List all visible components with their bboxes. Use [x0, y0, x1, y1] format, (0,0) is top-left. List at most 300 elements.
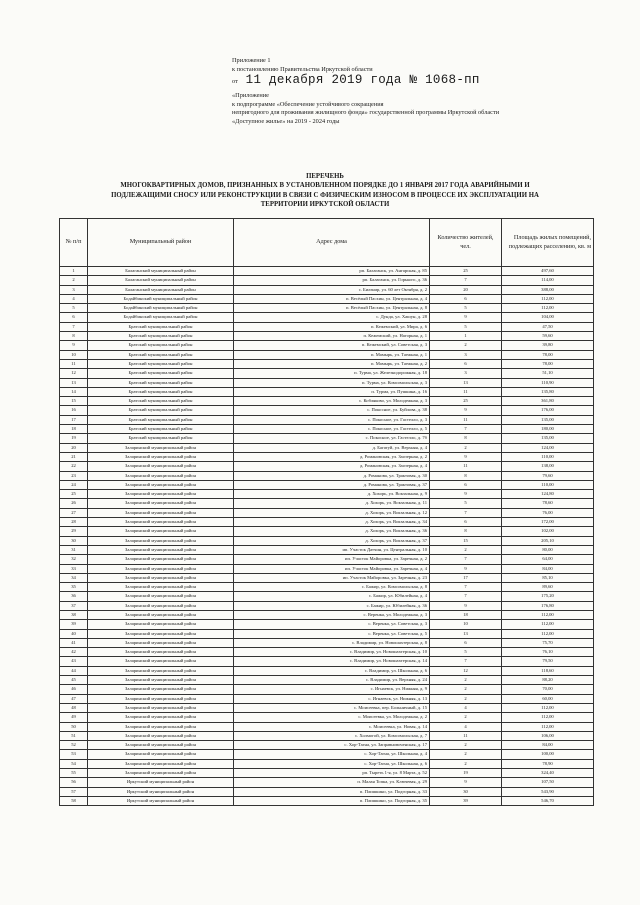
cell-area: 176,80 [502, 601, 594, 610]
cell-address: п. Турма, ул. Комсомольская, д. 3 [234, 378, 430, 387]
cell-number: 11 [60, 359, 88, 368]
cell-number: 10 [60, 350, 88, 359]
cell-address: с. Моисеевка, ул. Молодежная, д. 2 [234, 713, 430, 722]
cell-address: с. Моисеевка, пер. Больничный, д. 15 [234, 703, 430, 712]
cell-address: с. Владимир, ул. Новошахтерская, д. 8 [234, 638, 430, 647]
cell-residents: 5 [430, 499, 502, 508]
cell-district: Братский муниципальный район [88, 369, 234, 378]
cell-area: 112,00 [502, 620, 594, 629]
cell-address: п. Малая Топка, ул. Ключевая, д. 29 [234, 778, 430, 787]
cell-district: Братский муниципальный район [88, 387, 234, 396]
cell-area: 85,10 [502, 573, 594, 582]
table-row [60, 378, 594, 387]
table-row [60, 332, 594, 341]
cell-district: Братский муниципальный район [88, 332, 234, 341]
table-row [60, 350, 594, 359]
cell-residents: 9 [430, 778, 502, 787]
cell-number: 4 [60, 294, 88, 303]
cell-number: 27 [60, 508, 88, 517]
cell-address: с. Холмогой, ул. Комсомольская, д. 7 [234, 731, 430, 740]
cell-address: д. Хохорь, ул. Вокзальная, д. 34 [234, 518, 430, 527]
cell-district: Братский муниципальный район [88, 434, 234, 443]
cell-area: 100,00 [502, 750, 594, 759]
appendix-line1: Приложение 1 [232, 57, 271, 64]
cell-residents: 11 [430, 387, 502, 396]
table-row [60, 796, 594, 805]
cell-district: Заларинский муниципальный район [88, 499, 234, 508]
cell-address: ип. Участок Датчин, ул. Центральная, д. 10 [234, 545, 430, 554]
cell-area: 497,60 [502, 267, 594, 276]
cell-number: 29 [60, 527, 88, 536]
cell-number: 1 [60, 267, 88, 276]
cell-residents: 5 [430, 648, 502, 657]
cell-number: 21 [60, 452, 88, 461]
cell-address: с. Игнаевск, ул. Нижняя, д. 9 [234, 685, 430, 694]
cell-area: 112,00 [502, 703, 594, 712]
cell-address: с. Владимир, ул. Верхняя, д. 24 [234, 676, 430, 685]
cell-address: п. Турма, ул. Железнодорожная, д. 18 [234, 369, 430, 378]
cell-address: д. Романова, ул. Трактовая, д. 37 [234, 480, 430, 489]
cell-district: Братский муниципальный район [88, 359, 234, 368]
cell-area: 124,00 [502, 443, 594, 452]
cell-address: п. Кежемский, ул. Нагорная, д. 1 [234, 332, 430, 341]
cell-number: 49 [60, 713, 88, 722]
cell-number: 50 [60, 722, 88, 731]
cell-district: Заларинский муниципальный район [88, 759, 234, 768]
cell-address: с. Моисеевка, ул. Новая, д. 14 [234, 722, 430, 731]
cell-area: 361,80 [502, 397, 594, 406]
cell-residents: 9 [430, 564, 502, 573]
cell-number: 15 [60, 397, 88, 406]
cell-number: 56 [60, 778, 88, 787]
cell-district: Братский муниципальный район [88, 406, 234, 415]
cell-address: д. Романова, ул. Трактовая, д. 30 [234, 471, 430, 480]
cell-address: д. Романовская, ул. Заозерная, д. 2 [234, 452, 430, 461]
cell-number: 25 [60, 490, 88, 499]
cell-address: ип. Участок Майоровка, ул. Заречная, д. 4 [234, 564, 430, 573]
cell-number: 54 [60, 759, 88, 768]
cell-district: Заларинский муниципальный район [88, 713, 234, 722]
table-row [60, 443, 594, 452]
table-row [60, 480, 594, 489]
document-title [60, 172, 590, 209]
cell-residents: 9 [430, 452, 502, 461]
cell-area: 76,00 [502, 508, 594, 517]
table-row [60, 490, 594, 499]
cell-residents: 2 [430, 685, 502, 694]
cell-district: Бодайбинский муниципальный район [88, 294, 234, 303]
cell-number: 46 [60, 685, 88, 694]
table-row [60, 267, 594, 276]
cell-area: 112,00 [502, 304, 594, 313]
cell-number: 53 [60, 750, 88, 759]
cell-address: с. Покосное, ул. Гастелло, д. 7б [234, 434, 430, 443]
cell-district: Братский муниципальный район [88, 397, 234, 406]
cell-address: с. Игнаевск, ул. Нижняя, д. 13 [234, 694, 430, 703]
cell-area: 546,70 [502, 796, 594, 805]
cell-number: 14 [60, 387, 88, 396]
cell-district: Заларинский муниципальный район [88, 471, 234, 480]
cell-area: 84,00 [502, 564, 594, 573]
cell-address: с. Владимир, ул. Новошахтерская, д. 14 [234, 657, 430, 666]
cell-address: д. Багатуй, ул. Верхняя, д. 4 [234, 443, 430, 452]
cell-residents: 2 [430, 694, 502, 703]
cell-number: 32 [60, 555, 88, 564]
cell-district: Заларинский муниципальный район [88, 545, 234, 554]
table-row [60, 462, 594, 471]
cell-district: Балаганский муниципальный район [88, 285, 234, 294]
cell-area: 106,00 [502, 731, 594, 740]
cell-area: 64,00 [502, 555, 594, 564]
table-row [60, 304, 594, 313]
cell-address: с. Бильчир, ул. 60 лет Октября, д. 2 [234, 285, 430, 294]
cell-address: с. Веренка, ул. Молодежная, д. 3 [234, 610, 430, 619]
cell-district: Заларинский муниципальный район [88, 769, 234, 778]
cell-residents: 9 [430, 601, 502, 610]
cell-district: Заларинский муниципальный район [88, 527, 234, 536]
table-row [60, 713, 594, 722]
cell-district: Братский муниципальный район [88, 378, 234, 387]
cell-number: 20 [60, 443, 88, 452]
cell-residents: 8 [430, 434, 502, 443]
cell-area: 112,00 [502, 610, 594, 619]
cell-residents: 7 [430, 592, 502, 601]
cell-area: 138,00 [502, 462, 594, 471]
cell-district: Заларинский муниципальный район [88, 443, 234, 452]
cell-residents: 1 [430, 332, 502, 341]
cell-residents: 6 [430, 518, 502, 527]
cell-residents: 9 [430, 490, 502, 499]
cell-residents: 2 [430, 545, 502, 554]
cell-area: 39,80 [502, 341, 594, 350]
title-line1: ПЕРЕЧЕНЬ [306, 173, 344, 180]
cell-area: 110,00 [502, 452, 594, 461]
cell-district: Заларинский муниципальный район [88, 480, 234, 489]
cell-address: д. Романовская, ул. Заозерная, д. 4 [234, 462, 430, 471]
cell-area: 205,10 [502, 536, 594, 545]
cell-residents: 17 [430, 573, 502, 582]
cell-residents: 2 [430, 759, 502, 768]
cell-address: п. Плишкино, ул. Подгорная, д. 35 [234, 796, 430, 805]
cell-area: 175,20 [502, 592, 594, 601]
cell-district: Заларинский муниципальный район [88, 462, 234, 471]
table-row [60, 406, 594, 415]
cell-residents: 12 [430, 666, 502, 675]
cell-residents: 2 [430, 741, 502, 750]
table-row [60, 425, 594, 434]
cell-area: 172,00 [502, 518, 594, 527]
cell-district: Заларинский муниципальный район [88, 750, 234, 759]
cell-residents: 8 [430, 527, 502, 536]
cell-number: 19 [60, 434, 88, 443]
cell-residents: 11 [430, 415, 502, 424]
cell-area: 543,90 [502, 787, 594, 796]
cell-residents: 6 [430, 638, 502, 647]
cell-number: 34 [60, 573, 88, 582]
table-row [60, 434, 594, 443]
cell-district: Заларинский муниципальный район [88, 685, 234, 694]
cell-area: 114,00 [502, 276, 594, 285]
table-row [60, 452, 594, 461]
cell-address: с. Покосное, ул. Гастелло, д. 5 [234, 425, 430, 434]
cell-district: Братский муниципальный район [88, 425, 234, 434]
cell-address: с. Хор-Тагна, ул. Школьная, д. 4 [234, 750, 430, 759]
cell-area: 107,50 [502, 778, 594, 787]
table-row [60, 341, 594, 350]
cell-district: Заларинский муниципальный район [88, 518, 234, 527]
cell-address: с. Бажир, ул. Юбилейная, д. 4 [234, 592, 430, 601]
cell-residents: 39 [430, 796, 502, 805]
table-row [60, 703, 594, 712]
table-row [60, 666, 594, 675]
cell-district: Заларинский муниципальный район [88, 620, 234, 629]
cell-district: Заларинский муниципальный район [88, 610, 234, 619]
cell-area: 112,00 [502, 722, 594, 731]
cell-residents: 30 [430, 787, 502, 796]
cell-number: 24 [60, 480, 88, 489]
cell-area: 135,00 [502, 415, 594, 424]
table-row [60, 369, 594, 378]
title-line3: ПОДЛЕЖАЩИМИ СНОСУ ИЛИ РЕКОНСТРУКЦИИ В СВЯЗИ С ФИЗИЧЕСКИМ ИЗНОСОМ В ПРОЦЕССЕ ИХ ЭКСПЛУАТАЦИИ НА [111, 191, 539, 199]
program-line3: «Доступное жилье» на 2019 - 2024 годы [232, 117, 340, 125]
cell-address: с. Покосное, ул. Гастелло, д. 3 [234, 415, 430, 424]
cell-number: 5 [60, 304, 88, 313]
appendix-line2: к постановлению Правительства Иркутской области [232, 65, 373, 73]
table-row [60, 759, 594, 768]
cell-district: Заларинский муниципальный район [88, 452, 234, 461]
cell-area: 112,00 [502, 294, 594, 303]
cell-number: 55 [60, 769, 88, 778]
table-row [60, 545, 594, 554]
cell-residents: 4 [430, 703, 502, 712]
cell-residents: 2 [430, 443, 502, 452]
cell-area: 112,00 [502, 713, 594, 722]
col-address: Адрес дома [234, 219, 430, 267]
cell-district: Заларинский муниципальный район [88, 536, 234, 545]
cell-address: д. Хохорь, ул. Вокзальная, д. 12 [234, 508, 430, 517]
cell-area: 78,90 [502, 759, 594, 768]
decree-date: 11 декабря 2019 года [245, 73, 402, 88]
cell-district: Заларинский муниципальный район [88, 508, 234, 517]
program-line2: непригодного для проживания жилищного фонда» государственной программы Иркутской области [232, 109, 500, 117]
cell-area: 59,60 [502, 332, 594, 341]
cell-address: с. Владимир, ул. Школьная, д. 6 [234, 666, 430, 675]
cell-area: 70,00 [502, 685, 594, 694]
table-row [60, 583, 594, 592]
table-row [60, 313, 594, 322]
cell-area: 78,00 [502, 350, 594, 359]
cell-number: 12 [60, 369, 88, 378]
cell-residents: 4 [430, 722, 502, 731]
cell-area: 89,60 [502, 583, 594, 592]
table-row [60, 769, 594, 778]
houses-table-wrap [59, 218, 591, 806]
cell-address: д. Хохорь, ул. Вокзальная, д. 37 [234, 536, 430, 545]
cell-area: 176,00 [502, 406, 594, 415]
table-row [60, 620, 594, 629]
cell-district: Заларинский муниципальный район [88, 703, 234, 712]
cell-district: Заларинский муниципальный район [88, 731, 234, 740]
cell-area: 78,00 [502, 359, 594, 368]
table-row [60, 518, 594, 527]
table-row [60, 499, 594, 508]
cell-district: Иркутский муниципальный район [88, 796, 234, 805]
cell-area: 112,00 [502, 629, 594, 638]
cell-number: 47 [60, 694, 88, 703]
cell-address: с. Бажир, ул. Комсомольская, д. 8 [234, 583, 430, 592]
table-row [60, 527, 594, 536]
cell-district: Заларинский муниципальный район [88, 583, 234, 592]
cell-address: п. Кежемский, ул. Мира, д. 6 [234, 322, 430, 331]
cell-district: Заларинский муниципальный район [88, 657, 234, 666]
cell-residents: 25 [430, 267, 502, 276]
cell-number: 43 [60, 657, 88, 666]
cell-number: 37 [60, 601, 88, 610]
cell-district: Заларинский муниципальный район [88, 601, 234, 610]
cell-residents: 3 [430, 350, 502, 359]
cell-residents: 9 [430, 406, 502, 415]
cell-residents: 2 [430, 750, 502, 759]
cell-residents: 2 [430, 713, 502, 722]
cell-number: 8 [60, 332, 88, 341]
houses-table [59, 218, 594, 806]
appendix-header [232, 57, 612, 88]
cell-address: д. Хохорь, ул. Вокзальная, д. 9 [234, 490, 430, 499]
cell-residents: 19 [430, 769, 502, 778]
cell-number: 22 [60, 462, 88, 471]
cell-district: Заларинский муниципальный район [88, 666, 234, 675]
cell-area: 76,10 [502, 648, 594, 657]
cell-district: Заларинский муниципальный район [88, 676, 234, 685]
title-line2: МНОГОКВАРТИРНЫХ ДОМОВ, ПРИЗНАННЫХ В УСТАНОВЛЕННОМ ПОРЯДКЕ ДО 1 ЯНВАРЯ 2017 ГОДА АВАРИЙНЫМИ И [120, 182, 530, 190]
cell-district: Заларинский муниципальный район [88, 573, 234, 582]
col-residents: Количество жителей, чел. [430, 219, 502, 267]
cell-number: 57 [60, 787, 88, 796]
table-row [60, 694, 594, 703]
cell-district: Бодайбинский муниципальный район [88, 304, 234, 313]
table-row [60, 601, 594, 610]
cell-residents: 7 [430, 657, 502, 666]
cell-number: 17 [60, 415, 88, 424]
table-row [60, 676, 594, 685]
cell-number: 23 [60, 471, 88, 480]
sub-appendix: «Приложение [232, 92, 269, 99]
cell-area: 51,10 [502, 369, 594, 378]
cell-district: Балаганский муниципальный район [88, 276, 234, 285]
cell-number: 28 [60, 518, 88, 527]
cell-address: рп. Тыреть 1-я, ул. 8 Марта, д. 52 [234, 769, 430, 778]
cell-area: 79,50 [502, 657, 594, 666]
cell-district: Заларинский муниципальный район [88, 555, 234, 564]
table-row [60, 415, 594, 424]
cell-district: Заларинский муниципальный район [88, 722, 234, 731]
cell-address: с. Бажир, ул. Юбилейная, д. 36 [234, 601, 430, 610]
cell-district: Заларинский муниципальный район [88, 638, 234, 647]
decree-number: 1068-пп [425, 73, 480, 88]
program-header [232, 92, 612, 126]
table-row [60, 787, 594, 796]
cell-residents: 7 [430, 425, 502, 434]
cell-number: 58 [60, 796, 88, 805]
cell-address: п. Кежемский, ул. Советская, д. 3 [234, 341, 430, 350]
cell-number: 7 [60, 322, 88, 331]
table-body [60, 267, 594, 806]
cell-district: Бодайбинский муниципальный район [88, 313, 234, 322]
cell-district: Братский муниципальный район [88, 322, 234, 331]
cell-area: 80,00 [502, 545, 594, 554]
cell-number: 16 [60, 406, 88, 415]
decree-date-line [232, 74, 612, 88]
table-row [60, 573, 594, 582]
cell-area: 60,00 [502, 694, 594, 703]
cell-area: 47,50 [502, 322, 594, 331]
table-row [60, 359, 594, 368]
cell-district: Балаганский муниципальный район [88, 267, 234, 276]
cell-number: 41 [60, 638, 88, 647]
cell-residents: 2 [430, 676, 502, 685]
cell-area: 124,80 [502, 490, 594, 499]
cell-residents: 11 [430, 462, 502, 471]
cell-residents: 13 [430, 629, 502, 638]
table-row [60, 285, 594, 294]
cell-residents: 6 [430, 294, 502, 303]
cell-address: п. Весёлый Пасхин, ул. Центральная, д. 4 [234, 294, 430, 303]
cell-address: рп. Балаганск, ул. Горького, д. 36 [234, 276, 430, 285]
cell-district: Иркутский муниципальный район [88, 778, 234, 787]
cell-address: д. Хохорь, ул. Вокзальная, д. 36 [234, 527, 430, 536]
table-row [60, 592, 594, 601]
cell-district: Братский муниципальный район [88, 341, 234, 350]
cell-area: 135,80 [502, 387, 594, 396]
cell-address: рп. Балаганск, ул. Ангарская, д. 85 [234, 267, 430, 276]
cell-address: с. Веренка, ул. Советская, д. 3 [234, 620, 430, 629]
cell-area: 78,60 [502, 499, 594, 508]
table-row [60, 722, 594, 731]
cell-address: п. Плишкино, ул. Подгорная, д. 33 [234, 787, 430, 796]
cell-number: 40 [60, 629, 88, 638]
cell-residents: 8 [430, 471, 502, 480]
table-row [60, 322, 594, 331]
cell-address: ип. Участок Майоровка, ул. Заречная, д. 2 [234, 555, 430, 564]
cell-residents: 10 [430, 620, 502, 629]
cell-number: 36 [60, 592, 88, 601]
cell-district: Братский муниципальный район [88, 350, 234, 359]
cell-address: п. Турма, ул. Пушкина, д. 16 [234, 387, 430, 396]
cell-number: 52 [60, 741, 88, 750]
cell-address: с. Хор-Тагна, ул. Заправновоченская, д. 17 [234, 741, 430, 750]
cell-address: п. Мамырь, ул. Таежная, д. 2 [234, 359, 430, 368]
cell-number: 38 [60, 610, 88, 619]
cell-residents: 11 [430, 731, 502, 740]
cell-number: 6 [60, 313, 88, 322]
cell-area: 135,00 [502, 434, 594, 443]
cell-district: Заларинский муниципальный район [88, 741, 234, 750]
cell-number: 33 [60, 564, 88, 573]
cell-address: д. Хохорь, ул. Вокзальная, д. 11 [234, 499, 430, 508]
cell-number: 26 [60, 499, 88, 508]
table-row [60, 397, 594, 406]
cell-residents: 20 [430, 285, 502, 294]
col-number: № п/п [60, 219, 88, 267]
cell-area: 84,00 [502, 741, 594, 750]
table-header-row [60, 219, 594, 267]
program-line1: к подпрограмме «Обеспечение устойчивого сокращения [232, 100, 384, 108]
cell-area: 110,90 [502, 378, 594, 387]
cell-number: 48 [60, 703, 88, 712]
cell-number: 31 [60, 545, 88, 554]
cell-address: с. Веренка, ул. Советская, д. 5 [234, 629, 430, 638]
cell-area: 104,00 [502, 313, 594, 322]
